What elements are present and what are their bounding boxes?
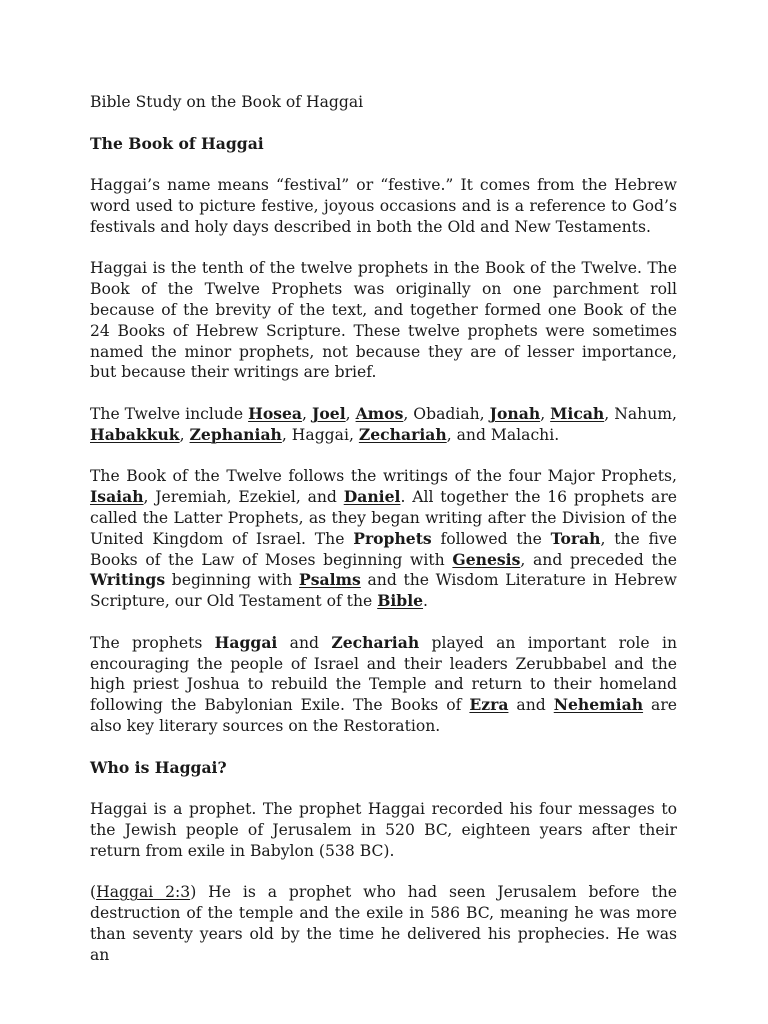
text: , the five Books of the Law of Moses beginning with [90,529,677,569]
link-ezra[interactable]: Ezra [469,695,509,715]
text: The Twelve include [90,404,249,423]
text: , Haggai, [281,425,359,444]
bold-haggai: Haggai [214,632,278,652]
text: followed the [431,529,551,548]
link-bible[interactable]: Bible [377,591,424,611]
link-daniel[interactable]: Daniel [343,487,401,507]
text: , and preceded the [520,550,677,569]
text: The prophets [90,633,215,652]
paragraph-haggai-age [90,882,677,965]
document-title: Bible Study on the Book of Haggai [90,93,364,111]
text: beginning with [165,571,300,590]
text: ( [90,883,97,902]
text: , Jeremiah, Ezekiel, and [143,488,344,507]
text: , [302,404,312,423]
link-hosea[interactable]: Hosea [248,403,303,423]
link-micah[interactable]: Micah [550,403,605,423]
bold-writings: Writings [90,570,166,590]
link-jonah[interactable]: Jonah [489,403,541,423]
paragraph-haggai-prophet: Haggai is a prophet. The prophet Haggai recorded his four messages to the Jewish people of Jerusalem in 520 BC, eighteen years after their return from exile in Babylon (538 BC). [90,800,677,860]
link-genesis[interactable]: Genesis [452,549,521,569]
text: . All together the 16 prophets are called the Latter Prophets, as they began writing after the Division of the United Kingdom of Israel. The [90,488,677,548]
bold-zechariah: Zechariah [331,632,420,652]
heading-book-of-haggai: The Book of Haggai [90,133,264,153]
paragraph-book-of-twelve [90,466,677,612]
text: are also key literary sources on the Restoration. [90,696,677,735]
bold-prophets: Prophets [353,528,432,548]
text: and [277,633,332,652]
text: ) He is a prophet who had seen Jerusalem before the destruction of the temple and the exile in 586 BC, meaning he was more than seventy years old by the time he delivered his prophecies. He was an [90,883,677,964]
text: , Nahum, [604,404,677,423]
paragraph-tenth-prophet: Haggai is the tenth of the twelve prophets in the Book of the Twelve. The Book of the Twelve Prophets was originally on one parchment roll because of the brevity of the text, and together formed one Book of the 24 Books of Hebrew Scripture. These twelve prophets were sometimes named the minor prophets, not because they are of lesser importance, but because their writings are brief. [90,259,677,382]
paragraph-prophets-role [90,633,677,737]
text: and the Wisdom Literature in Hebrew Scripture, our Old Testament of the [90,571,677,611]
link-amos[interactable]: Amos [355,403,404,423]
link-joel[interactable]: Joel [312,403,346,423]
text: , [540,404,551,423]
link-haggai-2-3[interactable]: Haggai 2:3 [96,883,191,902]
link-nehemiah[interactable]: Nehemiah [553,695,644,715]
text: , [179,425,190,444]
heading-who-is-haggai: Who is Haggai? [90,757,227,777]
link-psalms[interactable]: Psalms [299,570,361,590]
text: and [508,696,554,715]
link-zephaniah[interactable]: Zephaniah [189,424,282,444]
text: . [423,592,429,611]
link-habakkuk[interactable]: Habakkuk [90,424,180,444]
text: The Book of the Twelve follows the writings of the four Major Prophets, [90,467,677,486]
text: played an important role in encouraging the people of Israel and their leaders Zerubbabel and the high priest Joshua to rebuild the Temple and return to their homeland following the Babylonian Exile. The Books of [90,633,677,715]
paragraph-name-meaning: Haggai’s name means “festival” or “festive.” It comes from the Hebrew word used to picture festive, joyous occasions and is a reference to God’s festivals and holy days described in both the Old and New Testaments. [90,176,677,236]
text: , [345,404,356,423]
paragraph-the-twelve [90,404,677,446]
link-zechariah[interactable]: Zechariah [358,424,447,444]
bold-torah: Torah [550,528,601,548]
document-page [90,92,677,986]
text: , Obadiah, [403,404,490,423]
link-isaiah[interactable]: Isaiah [90,487,144,507]
text: , and Malachi. [446,425,560,444]
